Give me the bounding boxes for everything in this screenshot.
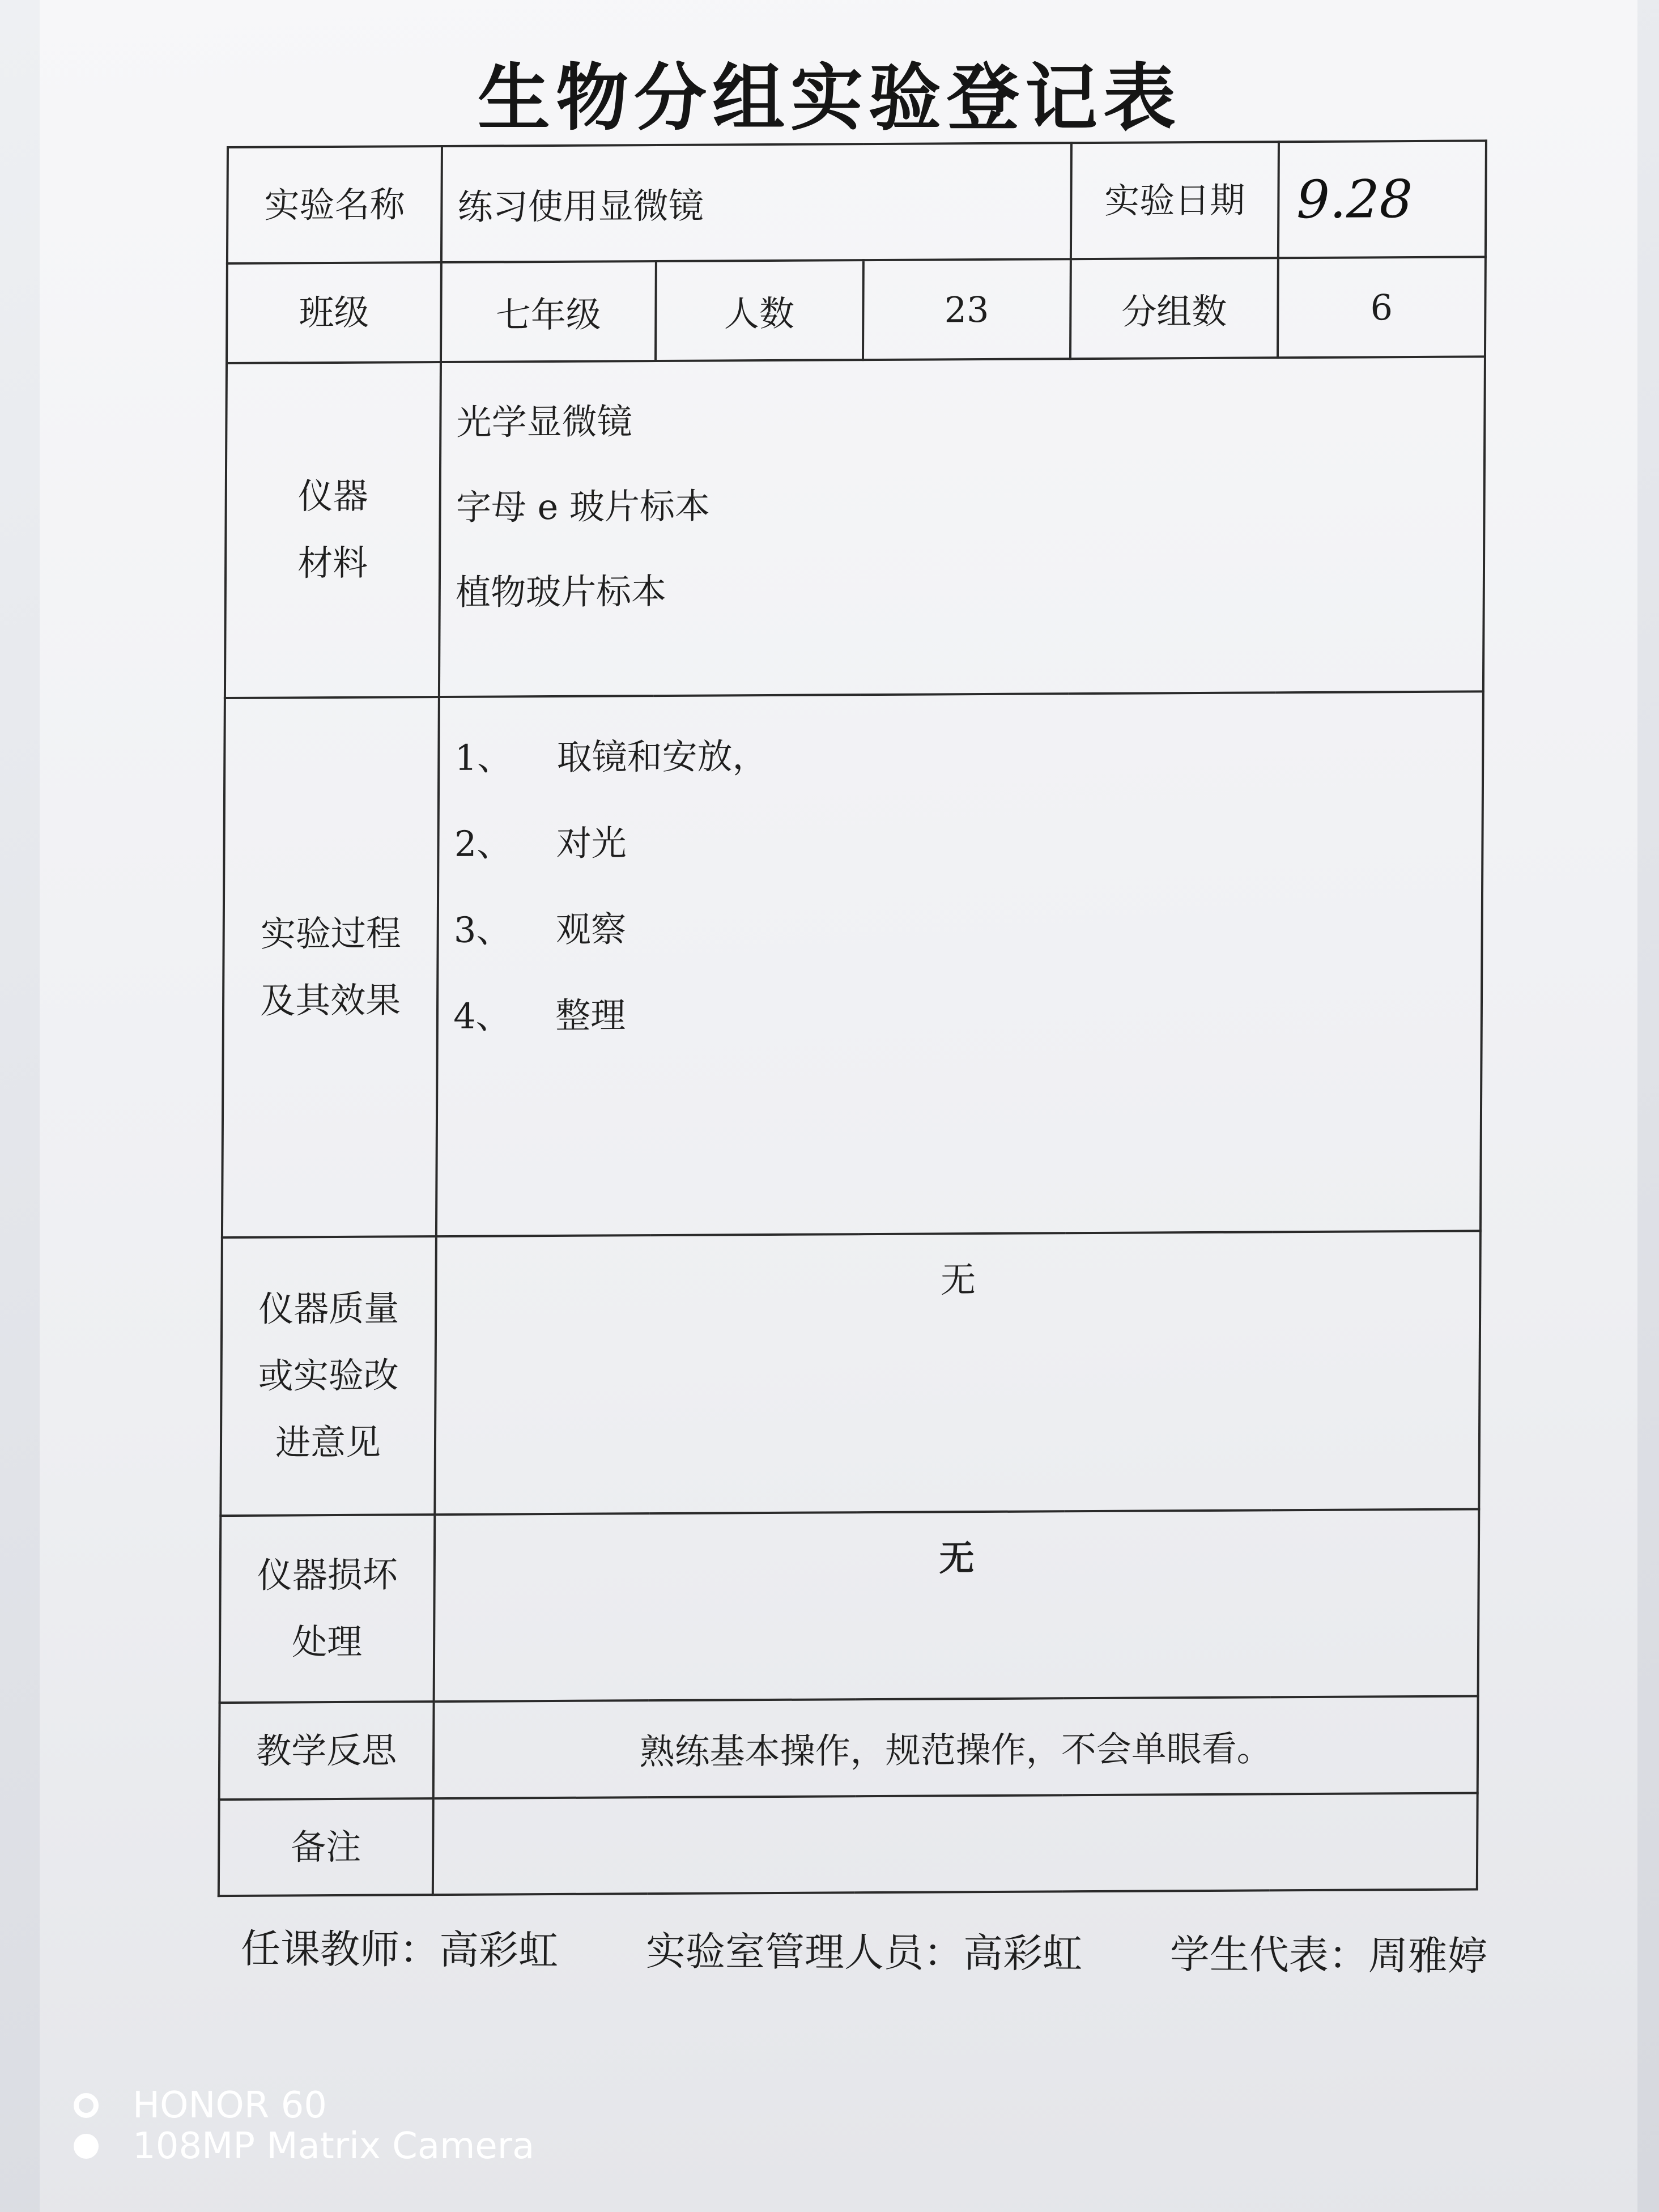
list-item: 4、 整理 [453, 994, 626, 1037]
label-headcount: 人数 [656, 261, 863, 361]
label-class: 班级 [227, 262, 441, 363]
signature-line [241, 1917, 1488, 1981]
table-row [219, 1696, 1478, 1800]
remarks-value [433, 1793, 1478, 1895]
label-group-count: 分组数 [1070, 258, 1278, 359]
list-item: 光学显微镜 [456, 400, 632, 443]
materials-list [439, 356, 1485, 697]
table-row [222, 691, 1483, 1237]
label-experiment-name: 实验名称 [227, 146, 442, 263]
damage-value: 无 [434, 1509, 1479, 1701]
table-row [220, 1231, 1481, 1516]
label-damage: 仪器损坏 处理 [220, 1515, 435, 1703]
list-item: 3、 观察 [453, 908, 627, 951]
camera-watermark [74, 2085, 534, 2167]
quality-value: 无 [435, 1231, 1481, 1515]
headcount-value: 23 [863, 260, 1071, 360]
list-item: 2、 对光 [454, 822, 627, 865]
camera-spec: 108MP Matrix Camera [133, 2125, 535, 2167]
ring-icon [74, 2093, 99, 2118]
list-item: 植物玻片标本 [455, 570, 667, 613]
registration-form [218, 139, 1487, 1897]
label-materials: 仪器 材料 [225, 362, 441, 698]
reflection-value: 熟练基本操作，规范操作，不会单眼看。 [433, 1696, 1478, 1798]
experiment-name-value: 练习使用显微镜 [441, 143, 1071, 262]
form-table [218, 139, 1487, 1897]
table-row [219, 1793, 1478, 1896]
table-row [220, 1509, 1479, 1703]
table-row [227, 141, 1486, 263]
table-row [225, 356, 1485, 698]
student-rep-signature: 学生代表：周雅婷 [1169, 1931, 1488, 1980]
label-quality: 仪器质量 或实验改 进意见 [220, 1236, 436, 1516]
group-count-value: 6 [1278, 257, 1486, 358]
form-title: 生物分组实验登记表 [477, 56, 1181, 141]
camera-model: HONOR 60 [133, 2085, 327, 2126]
lab-manager-signature: 实验室管理人员：高彩虹 [645, 1928, 1083, 1977]
experiment-date-value: 9.28 [1278, 141, 1486, 258]
label-experiment-date: 实验日期 [1071, 142, 1279, 259]
list-item: 1、 取镜和安放， [454, 735, 768, 779]
label-remarks: 备注 [219, 1798, 433, 1896]
dot-icon [74, 2134, 99, 2159]
list-item: 字母 e 玻片标本 [456, 485, 711, 528]
teacher-signature: 任课教师：高彩虹 [240, 1925, 559, 1974]
label-process: 实验过程 及其效果 [222, 697, 439, 1237]
process-list [436, 691, 1483, 1236]
class-value: 七年级 [441, 261, 656, 361]
label-reflection: 教学反思 [219, 1701, 434, 1799]
table-row [227, 257, 1486, 363]
